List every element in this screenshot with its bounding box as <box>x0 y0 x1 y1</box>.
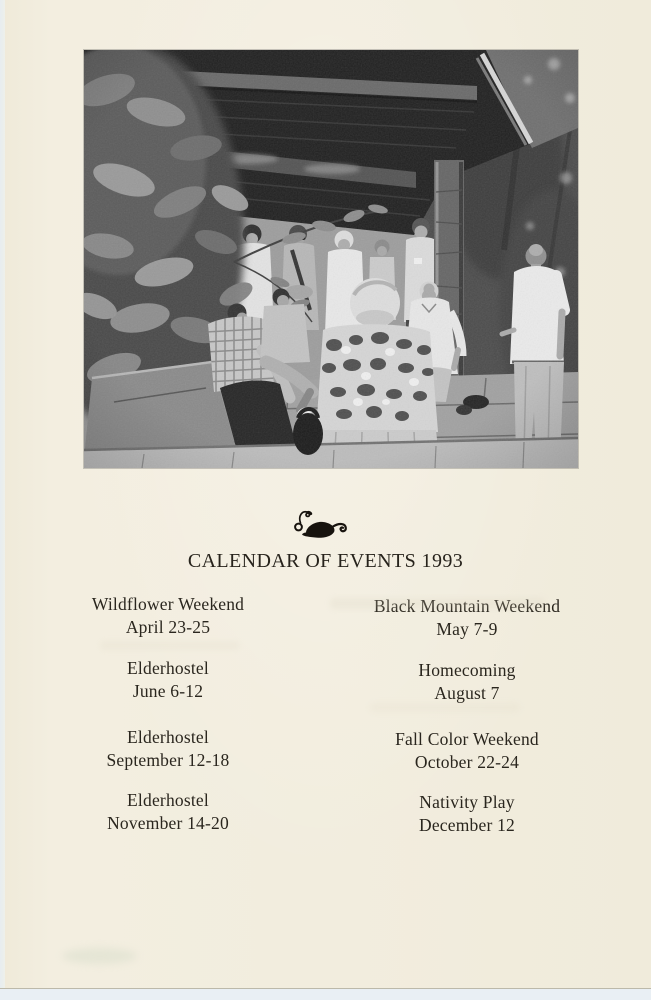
calendar-heading: CALENDAR OF EVENTS 1993 <box>187 550 464 572</box>
event-name: Wildflower Weekend <box>91 594 245 614</box>
event-black-mountain-weekend <box>357 595 577 641</box>
event-elderhostel-june <box>58 657 278 703</box>
decorative-flourish-icon <box>288 505 350 549</box>
event-name: Black Mountain Weekend <box>373 596 561 616</box>
group-photo <box>84 50 578 468</box>
event-date: August 7 <box>434 683 500 703</box>
event-date: October 22-24 <box>414 752 520 772</box>
event-fall-color-weekend <box>357 728 577 774</box>
event-elderhostel-november <box>58 789 278 835</box>
event-homecoming <box>357 659 577 705</box>
event-date: May 7-9 <box>436 619 498 639</box>
event-elderhostel-september <box>58 726 278 772</box>
bleed-through-mark <box>100 641 240 650</box>
event-date: September 12-18 <box>106 750 230 770</box>
event-name: Nativity Play <box>419 792 515 812</box>
event-name: Elderhostel <box>127 790 209 810</box>
event-name: Homecoming <box>418 660 516 680</box>
event-wildflower-weekend <box>58 593 278 639</box>
event-name: Elderhostel <box>127 658 209 678</box>
event-name: Elderhostel <box>127 727 209 747</box>
event-date: April 23-25 <box>125 617 211 637</box>
event-nativity-play <box>357 791 577 837</box>
scan-edge-left <box>0 0 5 1000</box>
event-date: November 14-20 <box>107 813 229 833</box>
event-date: December 12 <box>419 815 515 835</box>
photo-illustration <box>84 50 578 468</box>
scan-smudge <box>62 948 137 964</box>
event-date: June 6-12 <box>132 681 204 701</box>
scan-edge-bottom <box>0 988 651 1000</box>
event-name: Fall Color Weekend <box>395 729 539 749</box>
